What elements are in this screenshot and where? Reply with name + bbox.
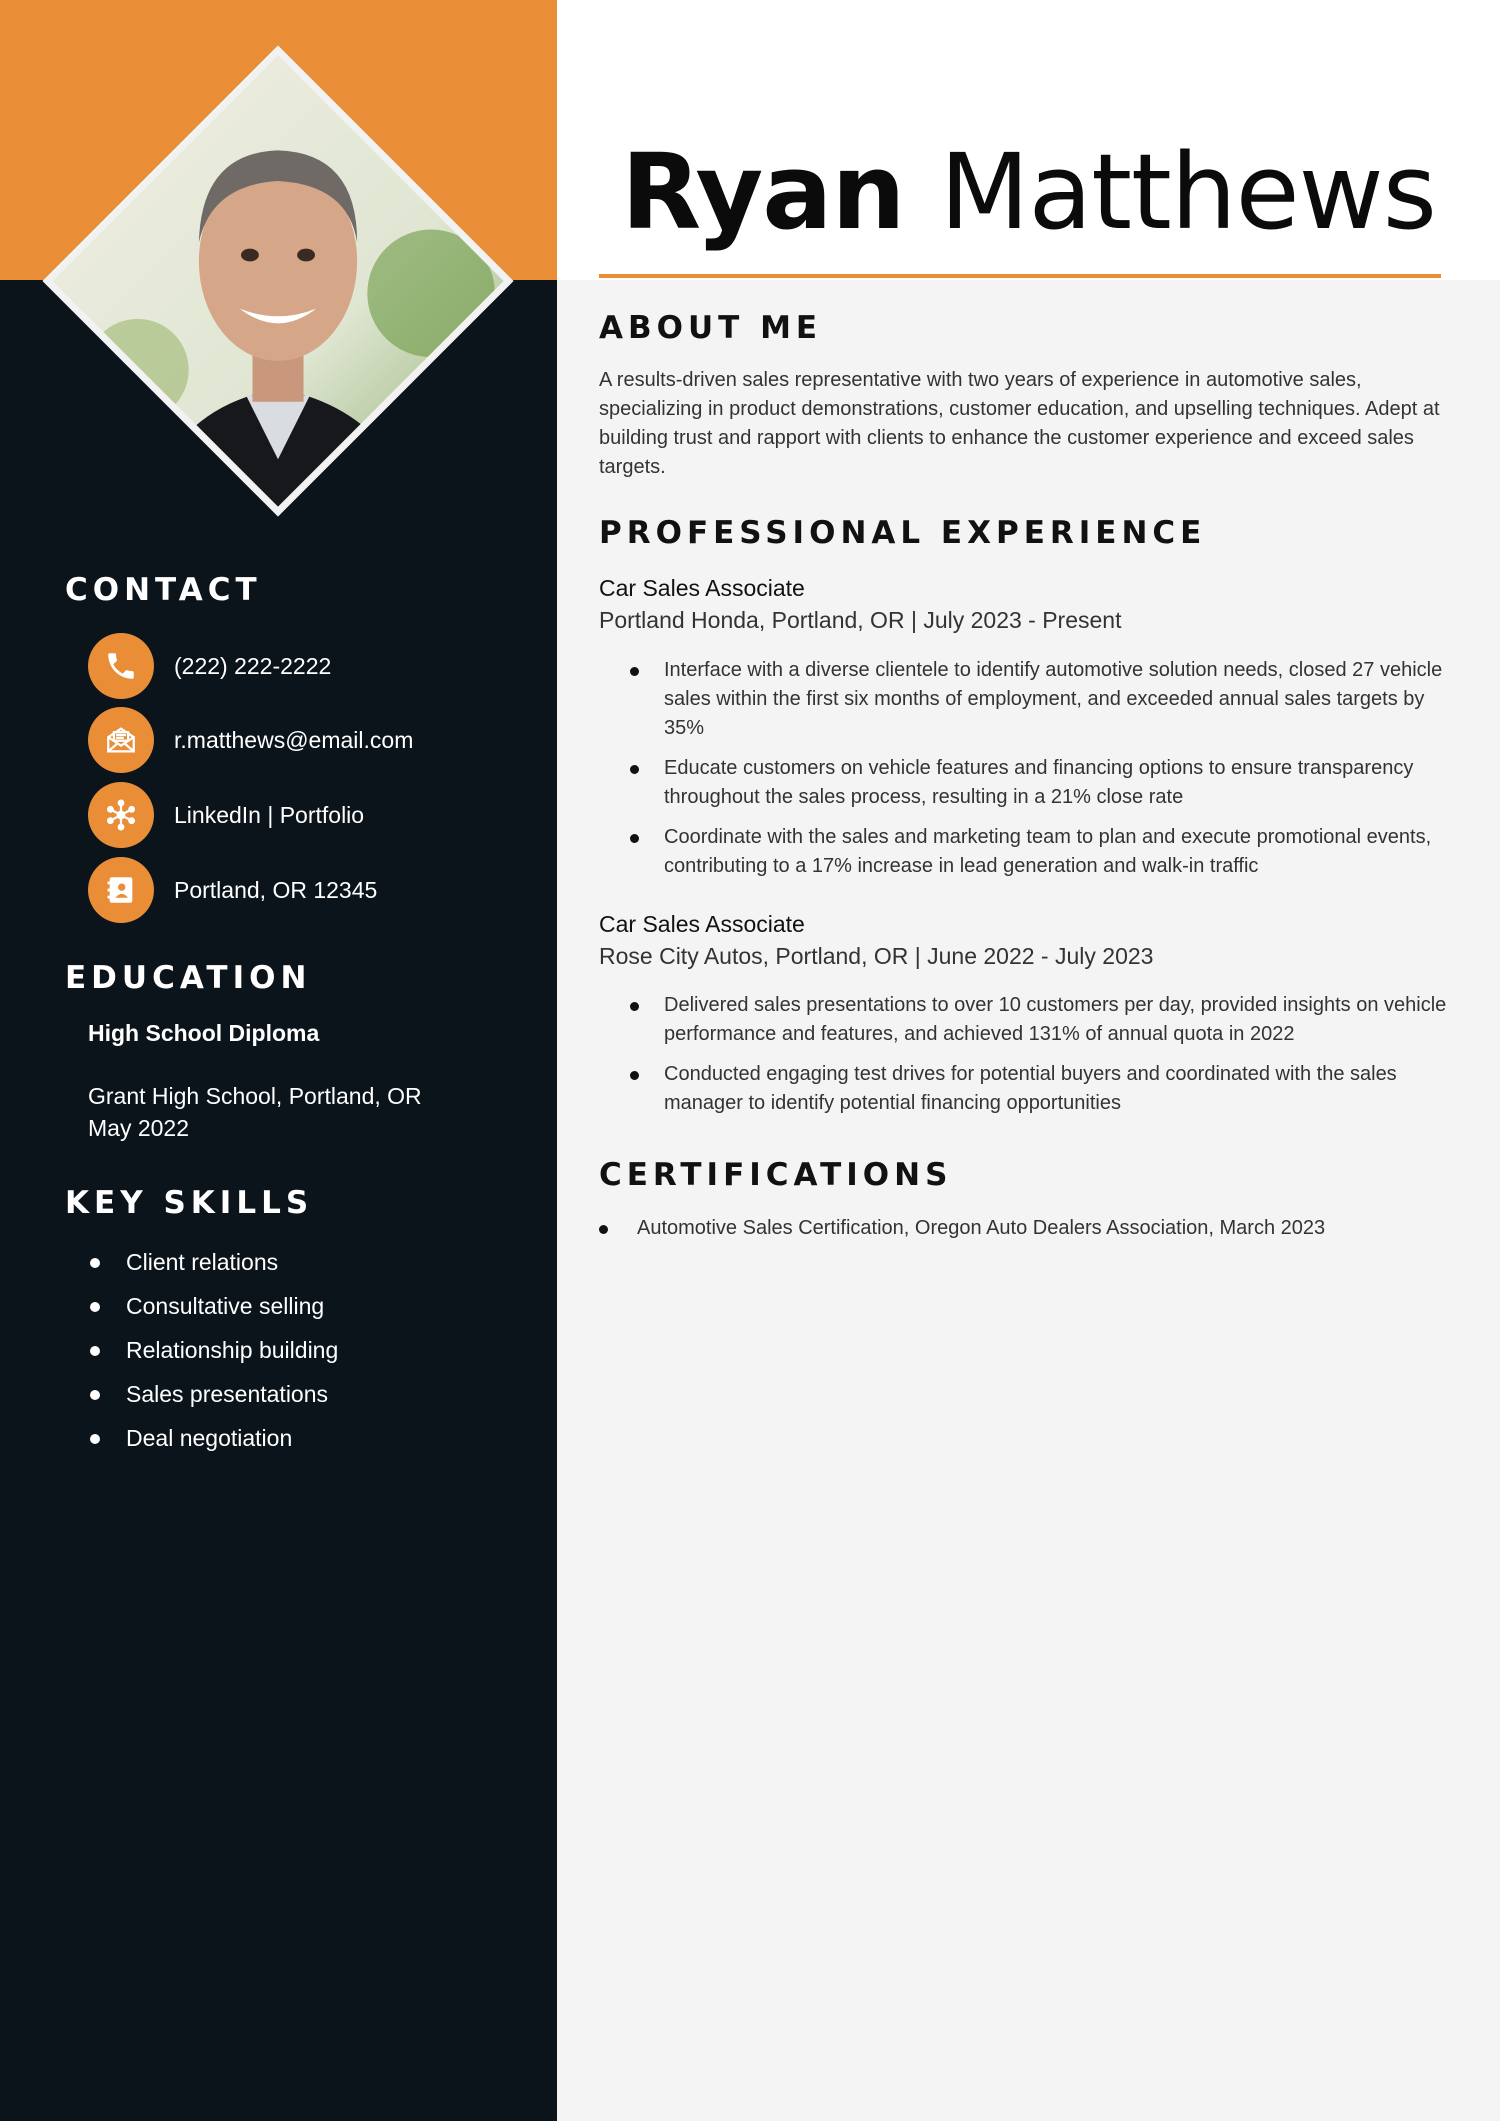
first-name: Ryan [621,131,905,253]
contact-phone [88,633,331,699]
job-bullets [630,991,1468,1129]
certification-item: Automotive Sales Certification, Oregon Auto Dealers Association, March 2023 [599,1214,1469,1243]
contact-heading: CONTACT [65,572,262,608]
skill-item: Sales presentations [88,1372,338,1416]
job-meta: Rose City Autos, Portland, OR | June 2022 - July 2023 [599,943,1154,969]
job-title: Car Sales Associate [599,575,805,601]
contact-address [88,857,377,923]
phone-icon [88,633,154,699]
job-bullets [630,656,1468,892]
about-heading: ABOUT ME [599,310,823,346]
job-bullet: Conducted engaging test drives for potential buyers and coordinated with the sales manager to identify potential financing opportunities [630,1060,1468,1118]
name-divider [599,274,1441,278]
email-icon [88,707,154,773]
education-date: May 2022 [88,1115,190,1141]
education-school: Grant High School, Portland, OR [88,1083,422,1109]
last-name: Matthews [939,131,1436,253]
contact-email [88,707,413,773]
job-bullet: Delivered sales presentations to over 10 customers per day, provided insights on vehicle performance and features, and achieved 131% of annual quota in 2022 [630,991,1468,1049]
candidate-name [557,132,1500,252]
job-bullet: Coordinate with the sales and marketing team to plan and execute promotional events, contributing to a 17% increase in lead generation and walk-in traffic [630,823,1468,881]
job-title: Car Sales Associate [599,911,805,937]
certifications-list [599,1214,1469,1254]
skills-list [88,1240,338,1460]
about-text: A results-driven sales representative with two years of experience in automotive sales, specializing in product demonstrations, customer education, and upselling techniques. Adept at building trust and rapport with clients to enhance the customer experience and exceed sales targets. [599,369,1440,478]
skill-item: Client relations [88,1240,338,1284]
experience-heading: PROFESSIONAL EXPERIENCE [599,515,1207,551]
skill-item: Relationship building [88,1328,338,1372]
certifications-heading: CERTIFICATIONS [599,1157,953,1193]
network-icon [88,782,154,848]
phone-number[interactable]: (222) 222-2222 [174,652,332,679]
linkedin-portfolio-link[interactable]: LinkedIn | Portfolio [174,801,365,828]
key-skills-heading: KEY SKILLS [65,1185,314,1221]
skill-item: Consultative selling [88,1284,338,1328]
contact-links [88,782,364,848]
job-meta: Portland Honda, Portland, OR | July 2023 - Present [599,607,1122,633]
skill-item: Deal negotiation [88,1416,338,1460]
job-bullet: Interface with a diverse clientele to identify automotive solution needs, closed 27 vehicle sales within the first six months of employment, and exceeded annual sales targets by 35% [630,656,1468,743]
education-degree: High School Diploma [88,1020,320,1046]
job-bullet: Educate customers on vehicle features and financing options to ensure transparency throughout the sales process, resulting in a 21% close rate [630,754,1468,812]
education-heading: EDUCATION [65,960,312,996]
address: Portland, OR 12345 [174,876,378,903]
address-book-icon [88,857,154,923]
email-address[interactable]: r.matthews@email.com [174,726,414,753]
